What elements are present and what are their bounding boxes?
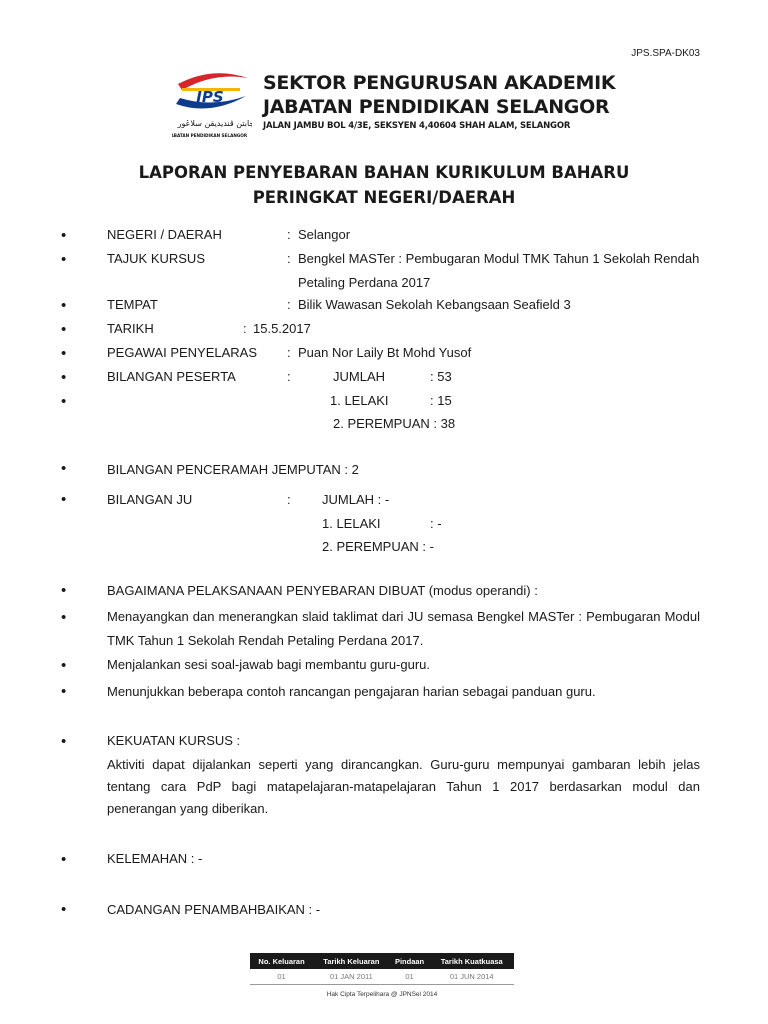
peserta-jumlah-label: JUMLAH [333, 369, 386, 384]
tajuk-value-line2: Petaling Perdana 2017 [298, 275, 431, 290]
kekuatan-heading: KEKUATAN KURSUS : [107, 733, 241, 748]
colon: : [287, 345, 291, 360]
bullet: • [61, 369, 67, 386]
cadangan-line: CADANGAN PENAMBAHBAIKAN : - [107, 902, 321, 917]
header-no-keluaran: No. Keluaran [250, 953, 313, 969]
bullet: • [61, 297, 67, 314]
pelaksanaan-item-2: Menjalankan sesi soal-jawab bagi membantu guru-guru. [107, 657, 431, 672]
bullet: • [61, 851, 67, 868]
colon: : [287, 297, 291, 312]
pelaksanaan-item-1: Menayangkan dan menerangkan slaid taklimat dari JU semasa Bengkel MASTer : Pembugaran Modul TMK Tahun 1 Sekolah Rendah Petaling Perdana 2017. [107, 609, 700, 648]
peserta-perempuan: 2. PEREMPUAN : 38 [333, 416, 456, 431]
bullet: • [61, 321, 67, 338]
colon: : [287, 369, 291, 384]
report-title: LAPORAN PENYEBARAN BAHAN KURIKULUM BAHARU [138, 163, 630, 182]
header-tarikh-keluaran: Tarikh Keluaran [313, 953, 390, 969]
jps-logo [172, 66, 252, 140]
bullet: • [61, 491, 67, 508]
cell-pindaan: 01 [390, 969, 430, 985]
peserta-jumlah-value: : 53 [430, 369, 452, 384]
bullet: • [61, 657, 67, 674]
pegawai-label: PEGAWAI PENYELARAS [107, 345, 258, 360]
ju-lelaki-value: : - [430, 516, 442, 531]
colon: : [287, 227, 291, 242]
ju-perempuan: 2. PEREMPUAN : - [322, 539, 434, 554]
logo-subtitle: JABATAN PENDIDIKAN SELANGOR [172, 133, 248, 138]
jps-emblem-icon [172, 66, 252, 140]
ju-lelaki-label: 1. LELAKI [322, 516, 381, 531]
revision-table [250, 953, 514, 985]
bullet: • [61, 609, 67, 626]
org-name-line2: JABATAN PENDIDIKAN SELANGOR [263, 96, 610, 118]
tajuk-label: TAJUK KURSUS [107, 251, 205, 266]
bullet: • [61, 251, 67, 268]
pegawai-value: Puan Nor Laily Bt Mohd Yusof [298, 345, 472, 360]
logo-text: JPS [196, 88, 224, 106]
bullet: • [61, 460, 67, 477]
colon: : [287, 492, 291, 507]
peserta-lelaki-value: : 15 [430, 393, 452, 408]
bullet: • [61, 683, 67, 700]
bullet: • [61, 901, 67, 918]
revision-table-header [250, 953, 514, 969]
kekuatan-text: Aktiviti dapat dijalankan seperti yang dirancangkan. Guru-guru mempunyai gambaran lebih jelas tentang cara PdP bagi matapelajaran-matapelajaran Tahun 1 2017 berdasarkan modul dan penerangan yang diberikan. [107, 757, 700, 816]
copyright: Hak Cipta Terpelihara @ JPNSel 2014 [326, 991, 438, 998]
pelaksanaan-item-3: Menunjukkan beberapa contoh rancangan pengajaran harian sebagai panduan guru. [107, 684, 596, 699]
org-name-line1: SEKTOR PENGURUSAN AKADEMIK [263, 72, 616, 94]
ju-jumlah: JUMLAH : - [322, 492, 390, 507]
colon: : [243, 321, 247, 336]
penceramah-line: BILANGAN PENCERAMAH JEMPUTAN : 2 [107, 462, 359, 477]
bullet: • [61, 582, 67, 599]
peserta-label: BILANGAN PESERTA [107, 369, 236, 384]
header-tarikh-kuatkuasa: Tarikh Kuatkuasa [429, 953, 514, 969]
table-row [250, 969, 514, 985]
header-pindaan: Pindaan [390, 953, 430, 969]
colon: : [287, 251, 291, 266]
document-code: JPS.SPA-DK03 [631, 48, 700, 59]
bullet: • [61, 227, 67, 244]
peserta-lelaki-label: 1. LELAKI [330, 393, 389, 408]
bullet: • [61, 733, 67, 750]
cell-tarikh-keluaran: 01 JAN 2011 [313, 969, 390, 985]
kelemahan-line: KELEMAHAN : - [107, 851, 203, 866]
report-subtitle: PERINGKAT NEGERI/DAERAH [252, 188, 516, 207]
org-address: JALAN JAMBU BOL 4/3E, SEKSYEN 4,40604 SHAH ALAM, SELANGOR [263, 121, 571, 131]
negeri-label: NEGERI / DAERAH [107, 227, 222, 242]
logo-arabic: جابتن ڤنديديقن سلاڠور [177, 119, 252, 128]
bullet: • [61, 393, 67, 410]
ju-label: BILANGAN JU [107, 492, 193, 507]
cell-no-keluaran: 01 [250, 969, 313, 985]
tarikh-label: TARIKH [107, 321, 154, 336]
tajuk-value-line1: Bengkel MASTer : Pembugaran Modul TMK Tahun 1 Sekolah Rendah [298, 251, 700, 266]
negeri-value: Selangor [298, 227, 351, 242]
tarikh-value: 15.5.2017 [253, 321, 311, 336]
tempat-label: TEMPAT [107, 297, 158, 312]
tempat-value: Bilik Wawasan Sekolah Kebangsaan Seafield 3 [298, 297, 571, 312]
cell-tarikh-kuatkuasa: 01 JUN 2014 [429, 969, 514, 985]
bullet: • [61, 345, 67, 362]
pelaksanaan-heading: BAGAIMANA PELAKSANAAN PENYEBARAN DIBUAT (modus operandi) : [107, 583, 538, 598]
